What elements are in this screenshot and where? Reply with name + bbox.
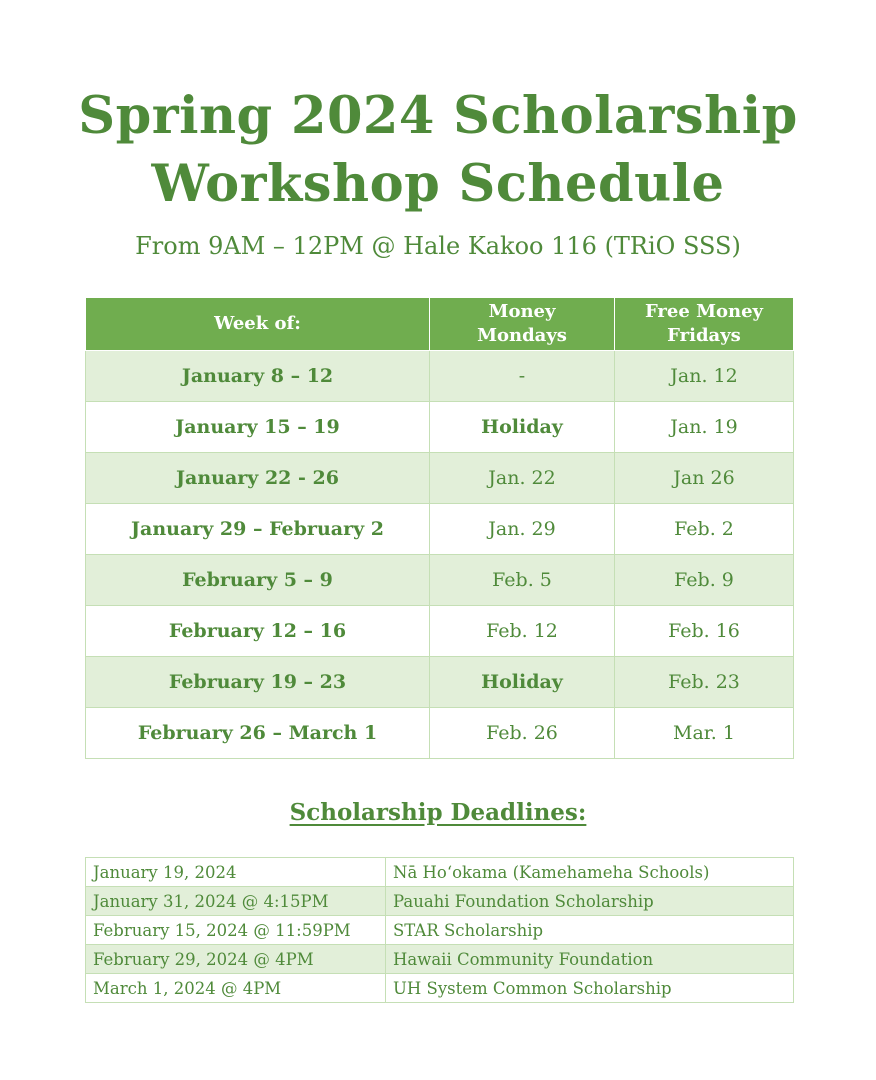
week-cell: January 15 – 19 bbox=[86, 402, 430, 453]
header-free-money-fridays-line1: Free Money bbox=[644, 301, 764, 322]
workshop-schedule-table bbox=[85, 297, 794, 759]
monday-cell: Holiday bbox=[430, 657, 615, 708]
deadlines-heading: Scholarship Deadlines: bbox=[289, 799, 587, 826]
table-row bbox=[86, 708, 794, 759]
title-line-1: Spring 2024 Scholarship bbox=[78, 86, 798, 146]
monday-cell: - bbox=[430, 351, 615, 402]
monday-cell: Feb. 5 bbox=[430, 555, 615, 606]
friday-cell: Feb. 16 bbox=[615, 606, 794, 657]
friday-cell: Feb. 9 bbox=[615, 555, 794, 606]
header-week: Week of: bbox=[86, 298, 430, 351]
week-cell: January 29 – February 2 bbox=[86, 504, 430, 555]
table-row bbox=[86, 453, 794, 504]
week-cell: February 5 – 9 bbox=[86, 555, 430, 606]
monday-cell: Feb. 26 bbox=[430, 708, 615, 759]
schedule-header-row bbox=[86, 298, 794, 351]
week-cell: February 19 – 23 bbox=[86, 657, 430, 708]
week-cell: February 26 – March 1 bbox=[86, 708, 430, 759]
scholarship-name: Nā Ho‘okama (Kamehameha Schools) bbox=[386, 858, 794, 887]
week-cell: January 22 - 26 bbox=[86, 453, 430, 504]
monday-cell: Jan. 22 bbox=[430, 453, 615, 504]
page-subtitle: From 9AM – 12PM @ Hale Kakoo 116 (TRiO SSS) bbox=[135, 232, 741, 260]
table-row bbox=[86, 402, 794, 453]
monday-cell: Feb. 12 bbox=[430, 606, 615, 657]
monday-cell: Jan. 29 bbox=[430, 504, 615, 555]
table-row bbox=[86, 858, 794, 887]
table-row bbox=[86, 945, 794, 974]
table-row bbox=[86, 916, 794, 945]
friday-cell: Jan. 19 bbox=[615, 402, 794, 453]
header-money-mondays-line2: Mondays bbox=[477, 325, 567, 346]
friday-cell: Mar. 1 bbox=[615, 708, 794, 759]
deadline-date: February 15, 2024 @ 11:59PM bbox=[86, 916, 386, 945]
scholarship-name: Hawaii Community Foundation bbox=[386, 945, 794, 974]
friday-cell: Jan. 12 bbox=[615, 351, 794, 402]
deadline-date: January 31, 2024 @ 4:15PM bbox=[86, 887, 386, 916]
table-row bbox=[86, 555, 794, 606]
scholarship-name: STAR Scholarship bbox=[386, 916, 794, 945]
scholarship-name: Pauahi Foundation Scholarship bbox=[386, 887, 794, 916]
week-cell: February 12 – 16 bbox=[86, 606, 430, 657]
page-title bbox=[0, 82, 876, 218]
title-line-2: Workshop Schedule bbox=[151, 154, 725, 214]
table-row bbox=[86, 504, 794, 555]
header-free-money-fridays bbox=[615, 298, 794, 351]
header-money-mondays-line1: Money bbox=[488, 301, 556, 322]
deadline-date: March 1, 2024 @ 4PM bbox=[86, 974, 386, 1003]
header-free-money-fridays-line2: Fridays bbox=[667, 325, 741, 346]
deadlines-table bbox=[85, 857, 794, 1003]
table-row bbox=[86, 606, 794, 657]
table-row bbox=[86, 887, 794, 916]
deadline-date: January 19, 2024 bbox=[86, 858, 386, 887]
friday-cell: Feb. 2 bbox=[615, 504, 794, 555]
table-row bbox=[86, 351, 794, 402]
friday-cell: Jan 26 bbox=[615, 453, 794, 504]
week-cell: January 8 – 12 bbox=[86, 351, 430, 402]
deadline-date: February 29, 2024 @ 4PM bbox=[86, 945, 386, 974]
table-row bbox=[86, 974, 794, 1003]
table-row bbox=[86, 657, 794, 708]
scholarship-name: UH System Common Scholarship bbox=[386, 974, 794, 1003]
friday-cell: Feb. 23 bbox=[615, 657, 794, 708]
header-money-mondays bbox=[430, 298, 615, 351]
monday-cell: Holiday bbox=[430, 402, 615, 453]
